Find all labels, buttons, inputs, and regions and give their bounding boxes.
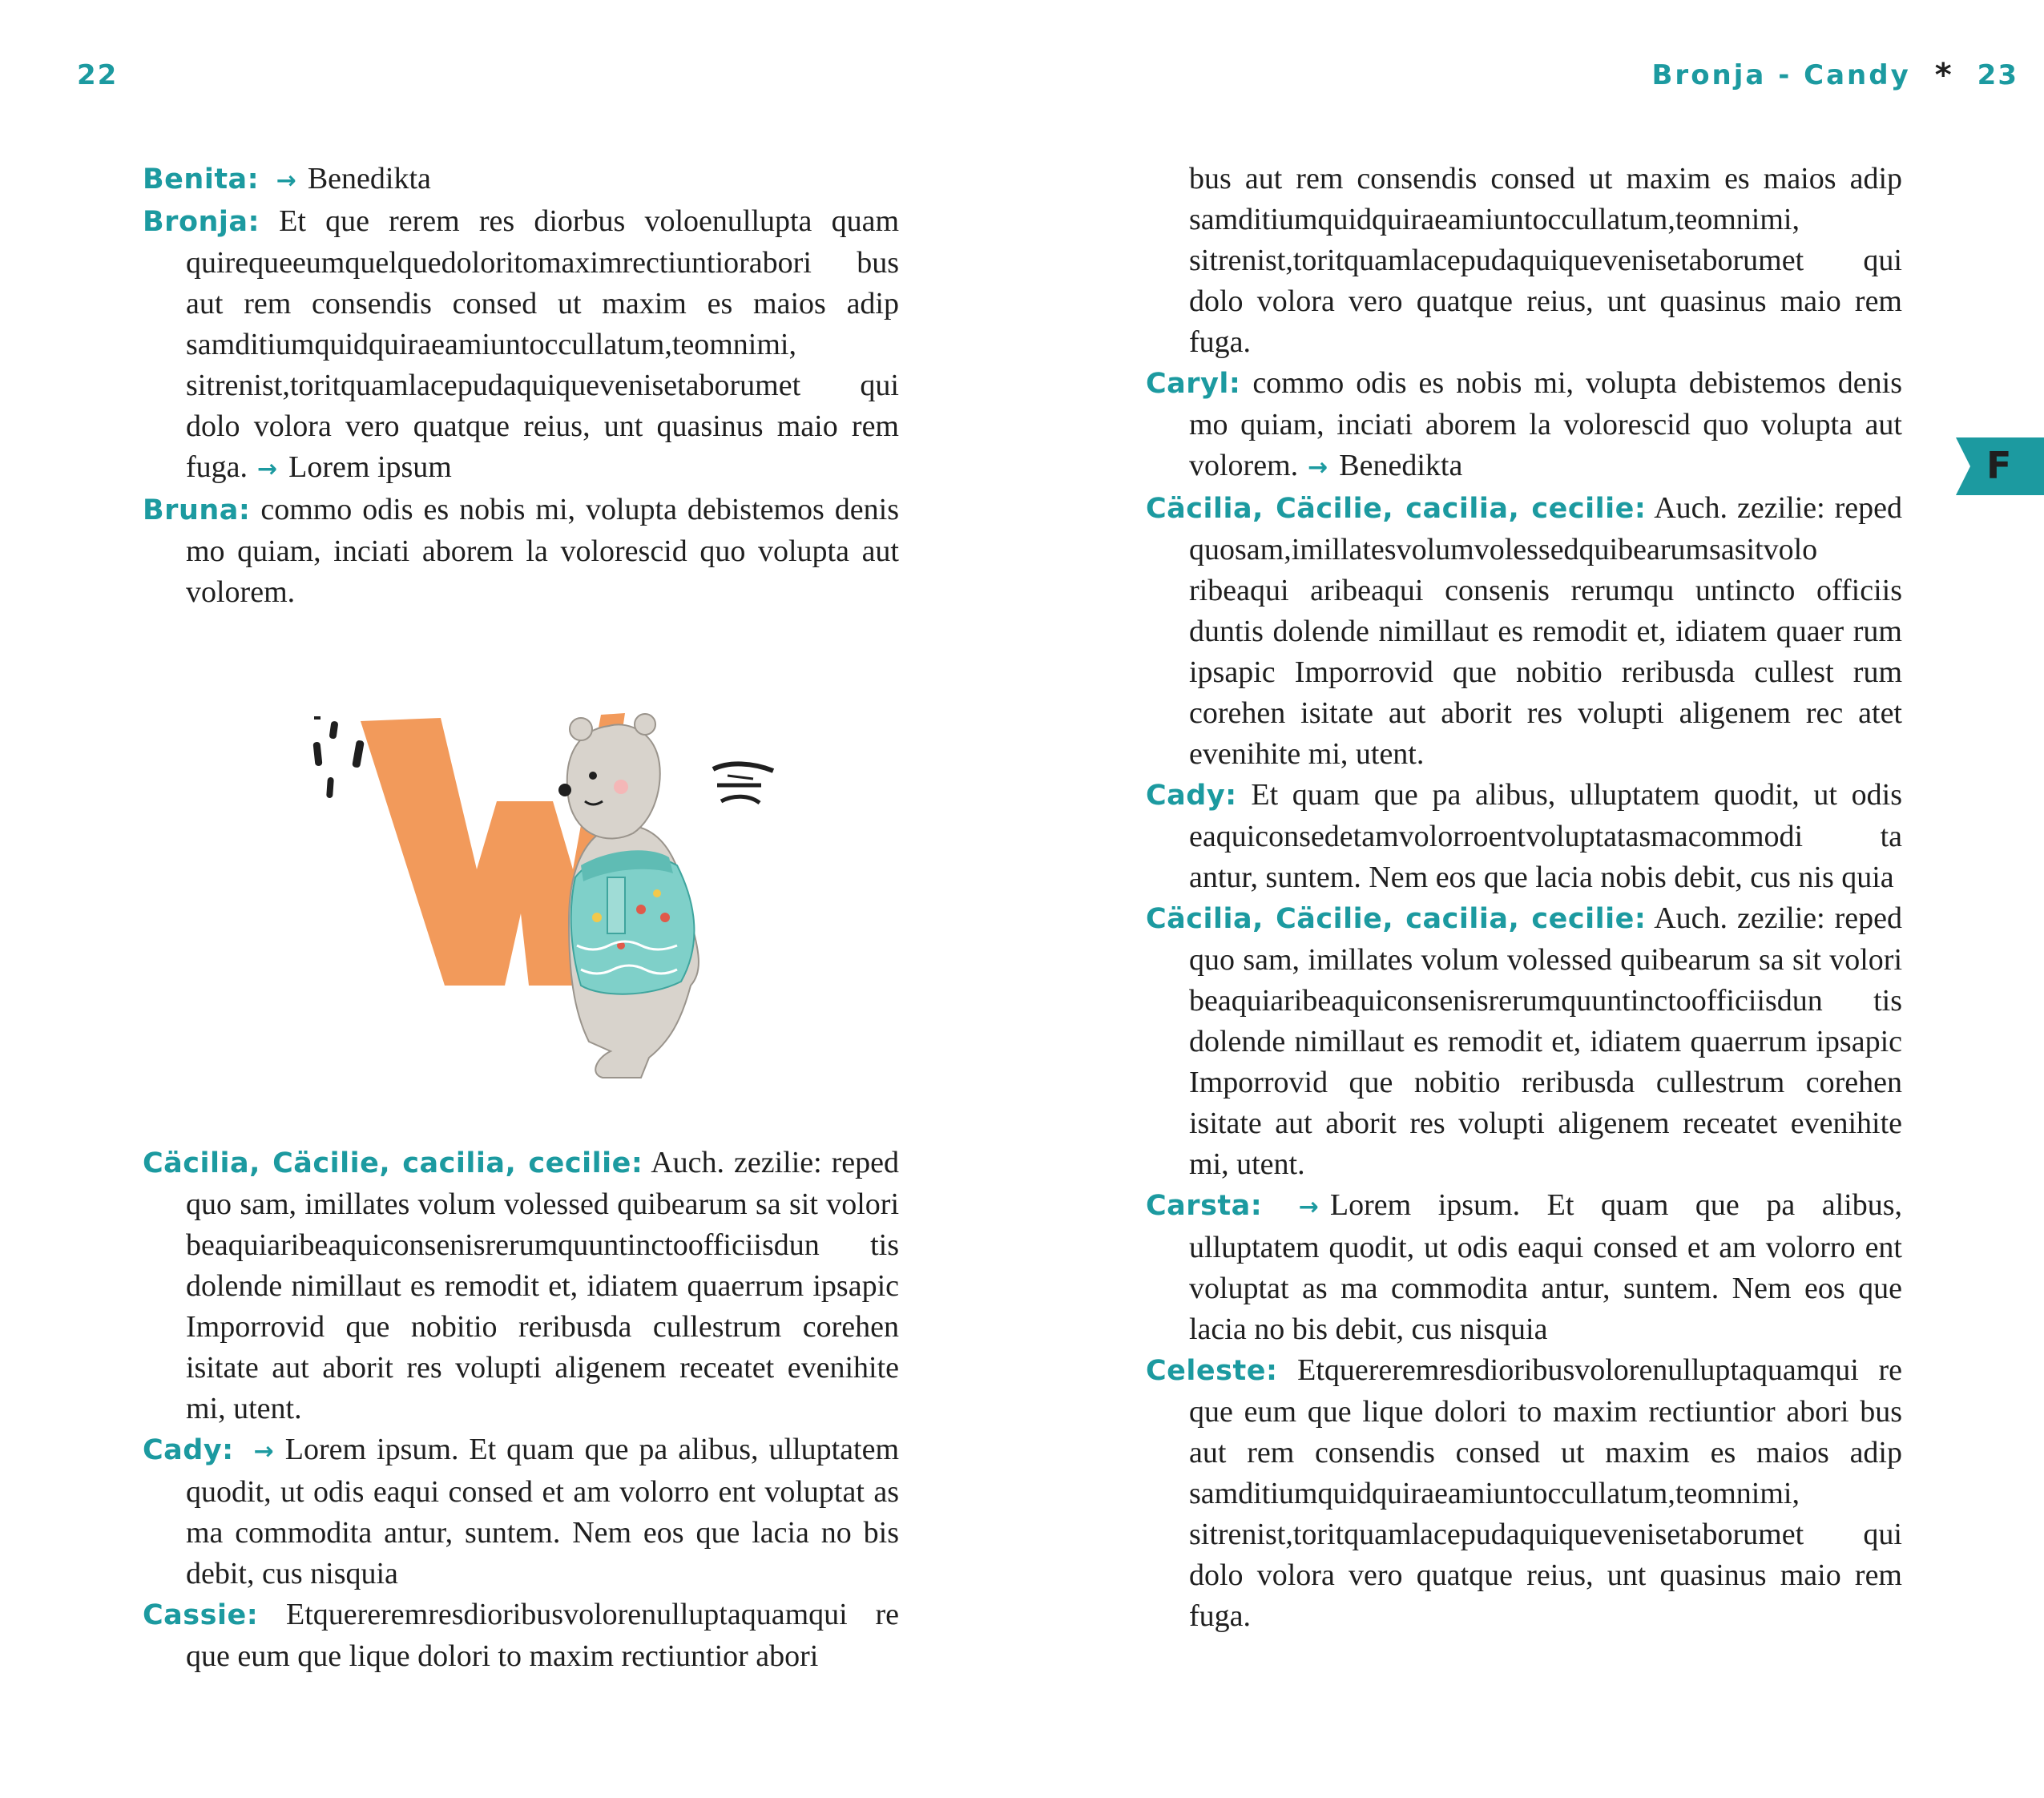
entry-name: Benita:	[143, 163, 260, 196]
arrow-right-icon: →	[276, 167, 296, 195]
right-page	[1022, 0, 2044, 1798]
entry-text: Lorem ipsum. Et quam que pa alibus, ulluptatem quodit, ut odis eaqui consed et am volorro ent voluptat as ma commodita antur, suntem. Nem eos que lacia no bis debit, cus nisquia	[1189, 1188, 1902, 1346]
dictionary-entry	[1146, 1350, 1902, 1637]
entry-text: Auch. zezilie: reped quosam,imillatesvolumvolessedquibearumsasitvolo ribeaqui aribeaqui consenis rerumqu untincto officiis duntis dolende nimillaut es remodit et, idiatem quaer rum ipsapic Imporrovid que nobitio reribusda cullest rum corehen isitate aut aborit res volupti aligenem rec atet evenihite mi, utent.	[1189, 491, 1902, 771]
letter-w-bear-illustration	[304, 705, 785, 1098]
entry-text: Benedikta	[307, 162, 431, 196]
arrow-right-icon: →	[253, 1437, 274, 1465]
entry-list-right	[1146, 159, 1902, 1637]
entry-name: Carsta:	[1146, 1190, 1263, 1222]
entry-name: Cady:	[143, 1434, 234, 1466]
entry-name: Bronja:	[143, 206, 260, 238]
entry-list-left-bottom	[143, 1143, 899, 1677]
entry-list-left-top	[143, 159, 899, 613]
arrow-right-icon: →	[1308, 454, 1328, 482]
page-number-right: 23	[1977, 59, 2018, 91]
dictionary-entry	[143, 201, 899, 490]
entry-name: Bruna:	[143, 494, 251, 526]
entry-name: Cady:	[1146, 780, 1237, 812]
tab-letter: F	[1986, 444, 2012, 487]
entry-crossref: Benedikta	[1339, 449, 1463, 482]
entry-text: Auch. zezilie: reped quo sam, imillates volum volessed quibearum sa sit volori beaquiaribeaquiconsenisrerumquuntinctoofficiisdun tis dolende nimillaut es remodit et, idiatem quaerrum ipsapic Imporrovid que nobitio reribusda cullestrum corehen isitate aut aborit res volupti aligenem receatet evenihite mi, utent.	[1189, 901, 1902, 1181]
dictionary-entry	[1146, 488, 1902, 775]
entry-text: commo odis es nobis mi, volupta debistemos denis mo quiam, inciati aborem la volorescid quo volupta aut volorem.	[186, 493, 899, 609]
thumb-index-tab[interactable]	[1956, 437, 2044, 495]
entry-text: Lorem ipsum. Et quam que pa alibus, ulluptatem quodit, ut odis eaqui consed et am volorro ent voluptat as ma commodita antur, suntem. Nem eos que lacia no bis debit, cus nisquia	[186, 1433, 900, 1590]
dictionary-entry	[1146, 363, 1902, 488]
entry-text: commo odis es nobis mi, volupta debistemos denis mo quiam, inciati aborem la volorescid quo volupta aut volorem.	[1189, 366, 1902, 482]
running-head: Bronja - Candy	[1651, 59, 1911, 91]
page-number-left: 22	[77, 59, 119, 91]
entry-text: Etquereremresdioribusvolorenulluptaquamqui re que eum que lique dolori to maxim rectiuntior abori bus aut rem consendis consed ut maxim es maios adip samditiumquidquiraeamiuntoccullatum,teomnimi, sitrenist,toritquamlacepudaquiquevenisetaborumet qui dolo volora vero quatque reius, unt quasinus maio rem fuga.	[1189, 1353, 1902, 1633]
asterisk-separator-icon: *	[1934, 57, 1953, 94]
entry-crossref: Lorem ipsum	[288, 450, 452, 484]
entry-name: Caryl:	[1146, 368, 1241, 400]
entry-name: Cäcilia, Cäcilie, cacilia, cecilie:	[143, 1147, 643, 1179]
entry-name: Celeste:	[1146, 1355, 1278, 1387]
entry-text: bus aut rem consendis consed ut maxim es maios adip samditiumquidquiraeamiuntoccullatum,teomnimi, sitrenist,toritquamlacepudaquiquevenisetaborumet qui dolo volora vero quatque reius, unt quasinus maio rem fuga.	[1189, 162, 1902, 359]
dictionary-entry	[1146, 159, 1902, 363]
dictionary-entry	[143, 490, 899, 613]
dictionary-entry	[143, 1594, 899, 1677]
dictionary-entry	[1146, 898, 1902, 1185]
arrow-right-icon: →	[1298, 1193, 1319, 1221]
entry-text: Auch. zezilie: reped quo sam, imillates volum volessed quibearum sa sit volori beaquiaribeaquiconsenisrerumquuntinctoofficiisdun tis dolende nimillaut es remodit et, idiatem quaerrum ipsapic Imporrovid que nobitio reribusda cullestrum corehen isitate aut aborit res volupti aligenem receatet evenihite mi, utent.	[186, 1146, 899, 1425]
illustration-svg	[304, 705, 785, 1098]
dictionary-entry	[143, 1429, 899, 1594]
entry-name: Cäcilia, Cäcilie, cacilia, cecilie:	[1146, 493, 1647, 525]
dictionary-entry	[1146, 775, 1902, 898]
arrow-right-icon: →	[257, 455, 278, 483]
entry-text: Et quam que pa alibus, ulluptatem quodit, ut odis eaquiconsedetamvolorroentvoluptatasmacommodi ta antur, suntem. Nem eos que lacia nobis debit, cus nis quia	[1189, 778, 1903, 894]
entry-text: Et que rerem res diorbus voloenullupta quam quirequeeumquelquedoloritomaximrectiuntiorabori bus aut rem consendis consed ut maxim es maios adip samditiumquidquiraeamiuntoccullatum,teomnimi, sitrenist,toritquamlacepudaquiquevenisetaborumet qui dolo volora vero quatque reius, unt quasinus maio rem fuga.	[186, 204, 899, 484]
entry-name: Cassie:	[143, 1599, 259, 1631]
dictionary-entry	[143, 1143, 899, 1429]
entry-text: Etquereremresdioribusvolorenulluptaquamqui re que eum que lique dolori to maxim rectiuntior abori	[186, 1598, 899, 1673]
dictionary-entry	[1146, 1185, 1902, 1350]
dictionary-entry	[143, 159, 899, 201]
running-header-right	[1651, 57, 2018, 94]
entry-name: Cäcilia, Cäcilie, cacilia, cecilie:	[1146, 903, 1647, 935]
